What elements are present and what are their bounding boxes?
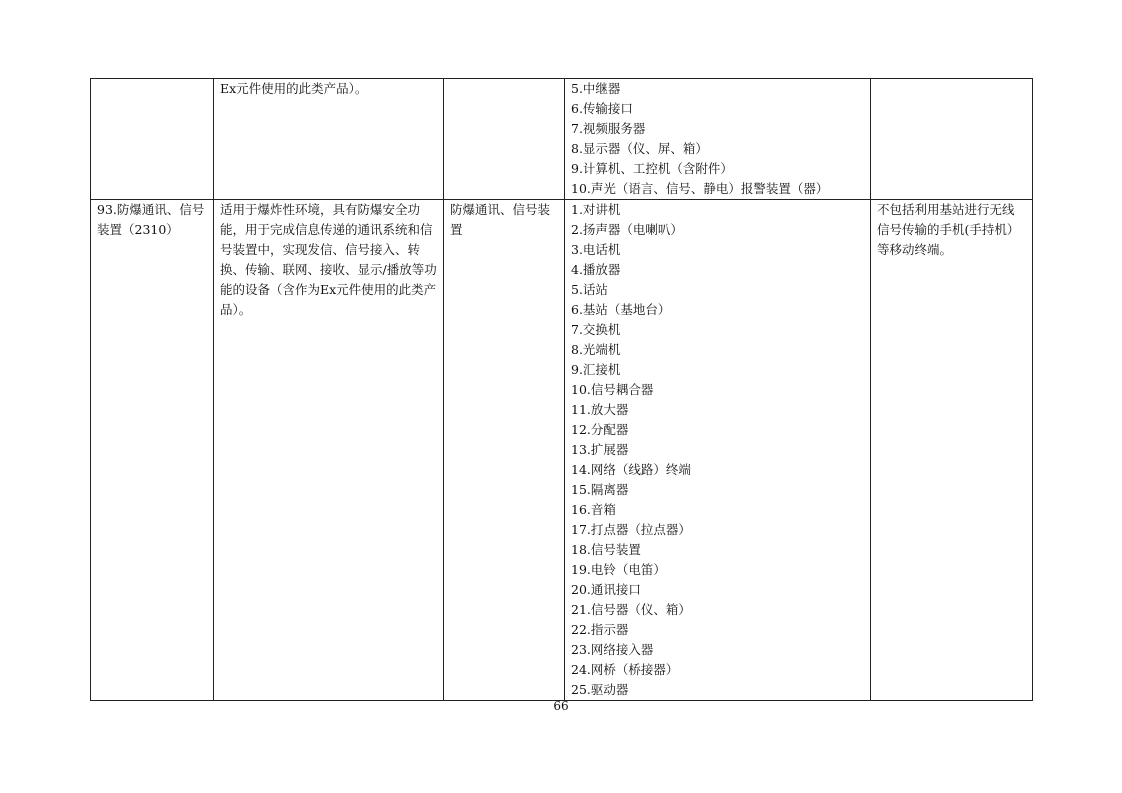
list-item: 10.声光（语言、信号、静电）报警装置（器） <box>571 181 829 196</box>
product-catalog-table <box>90 78 1033 701</box>
list-item: 20.通讯接口 <box>571 582 641 597</box>
product-definition: 适用于爆炸性环境，具有防爆安全功能，用于完成信息传递的通讯系统和信号装置中，实现发信、信号接入、转换、传输、联网、接收、显示/播放等功能的设备（含作为Ex元件使用的此类产品）。 <box>220 202 437 317</box>
list-item: 22.指示器 <box>571 622 629 637</box>
list-item: 21.信号器（仪、箱） <box>571 602 691 617</box>
list-item: 17.打点器（拉点器） <box>571 522 691 537</box>
list-item: 7.交换机 <box>571 322 621 337</box>
list-item: 9.汇接机 <box>571 362 621 377</box>
list-item: 8.光端机 <box>571 342 621 357</box>
list-item: 6.基站（基地台） <box>571 302 671 317</box>
list-item: 24.网桥（桥接器） <box>571 662 679 677</box>
list-item: 6.传输接口 <box>571 101 633 116</box>
list-item: 16.音箱 <box>571 502 616 517</box>
list-item: 5.话站 <box>571 282 608 297</box>
product-name: 93.防爆通讯、信号装置（2310） <box>97 202 205 237</box>
product-category: 防爆通讯、信号装置 <box>450 202 551 237</box>
category-cell <box>444 200 565 701</box>
list-item: 4.播放器 <box>571 262 621 277</box>
table-row <box>91 79 1033 200</box>
list-item: 11.放大器 <box>571 402 629 417</box>
list-item: 25.驱动器 <box>571 682 629 697</box>
notes-cell <box>871 79 1033 200</box>
list-item: 7.视频服务器 <box>571 121 646 136</box>
items-cell <box>565 79 871 200</box>
list-item: 3.电话机 <box>571 242 621 257</box>
notes-cell <box>871 200 1033 701</box>
list-item: 13.扩展器 <box>571 442 629 457</box>
list-item: 2.扬声器（电喇叭） <box>571 222 683 237</box>
definition-cell <box>214 200 444 701</box>
list-item: 9.计算机、工控机（含附件） <box>571 161 733 176</box>
list-item: 19.电铃（电笛） <box>571 562 666 577</box>
list-item: 5.中继器 <box>571 81 621 96</box>
page-number: 66 <box>553 699 569 713</box>
product-notes: 不包括利用基站进行无线信号传输的手机(手持机）等移动终端。 <box>877 202 1020 257</box>
table-row <box>91 200 1033 701</box>
list-item: 15.隔离器 <box>571 482 629 497</box>
list-item: 8.显示器（仪、屏、箱） <box>571 141 708 156</box>
list-item: 18.信号装置 <box>571 542 641 557</box>
list-item: 12.分配器 <box>571 422 629 437</box>
definition-cell <box>214 79 444 200</box>
items-cell <box>565 200 871 701</box>
product-name-cell <box>91 79 214 200</box>
list-item: 10.信号耦合器 <box>571 382 654 397</box>
list-item: 14.网络（线路）终端 <box>571 462 691 477</box>
list-item: 1.对讲机 <box>571 202 621 217</box>
product-name-cell <box>91 200 214 701</box>
product-definition: Ex元件使用的此类产品）。 <box>220 81 368 96</box>
list-item: 23.网络接入器 <box>571 642 654 657</box>
category-cell <box>444 79 565 200</box>
